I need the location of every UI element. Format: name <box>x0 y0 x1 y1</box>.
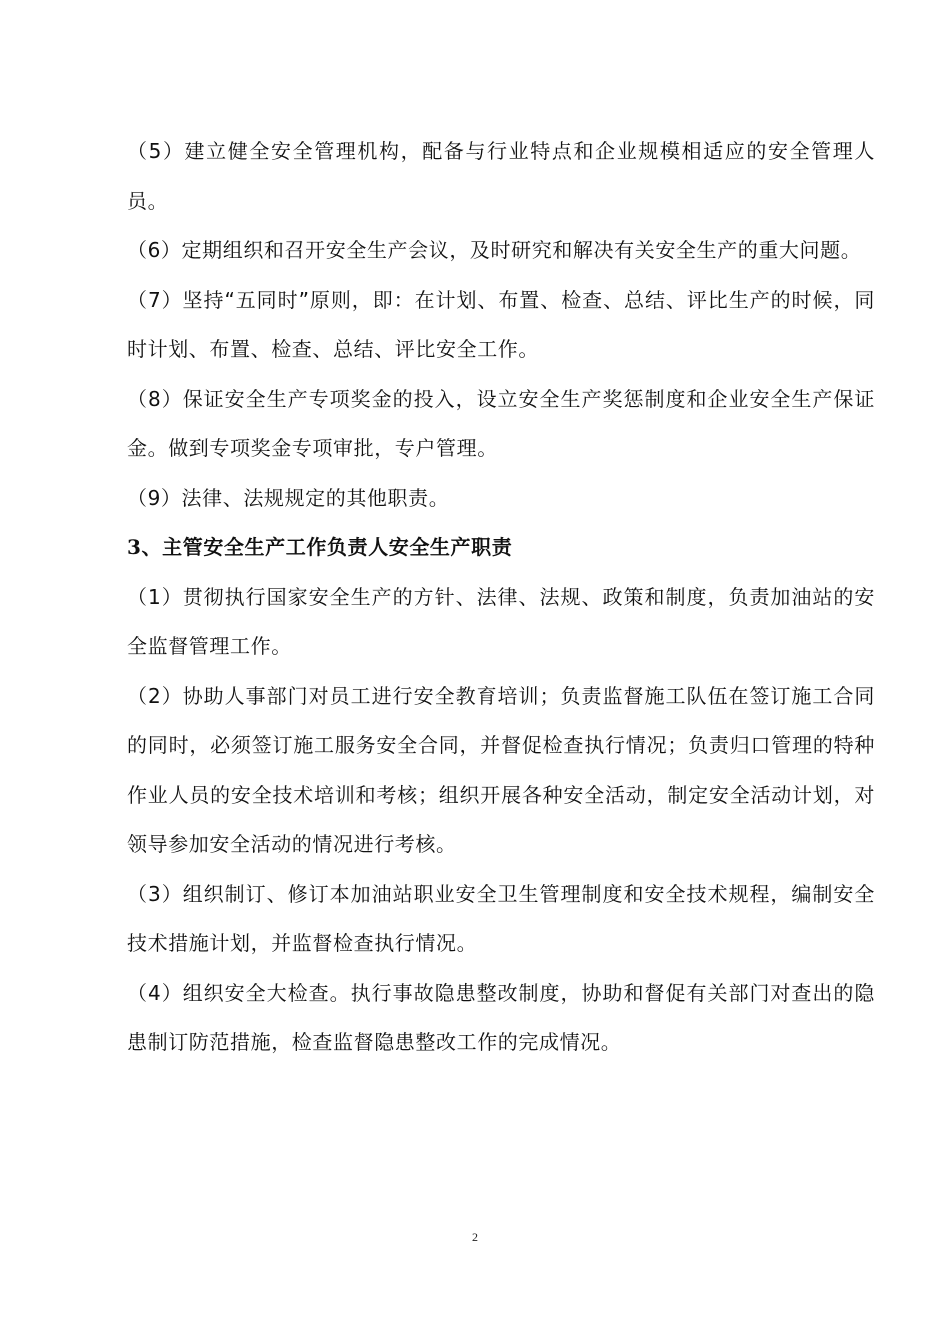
paragraph-item-4: （4）组织安全大检查。执行事故隐患整改制度，协助和督促有关部门对查出的隐患制订防范措施，检查监督隐患整改工作的完成情况。 <box>127 980 875 1054</box>
paragraph-item-7: （7）坚持“五同时”原则，即：在计划、布置、检查、总结、评比生产的时候，同时计划、布置、检查、总结、评比安全工作。 <box>127 287 875 361</box>
paragraph-item-1: （1）贯彻执行国家安全生产的方针、法律、法规、政策和制度，负责加油站的安全监督管理工作。 <box>127 584 875 658</box>
paragraph-item-8: （8）保证安全生产专项奖金的投入，设立安全生产奖惩制度和企业安全生产保证金。做到专项奖金专项审批，专户管理。 <box>127 386 875 460</box>
paragraph-item-9: （9）法律、法规规定的其他职责。 <box>127 485 450 510</box>
paragraph-item-6: （6）定期组织和召开安全生产会议，及时研究和解决有关安全生产的重大问题。 <box>127 238 862 262</box>
page-number: 2 <box>472 1230 478 1244</box>
section-heading: 3、主管安全生产工作负责人安全生产职责 <box>127 535 513 559</box>
document-body <box>127 127 875 1068</box>
paragraph-item-2: （2）协助人事部门对员工进行安全教育培训；负责监督施工队伍在签订施工合同的同时，必须签订施工服务安全合同，并督促检查执行情况；负责归口管理的特种作业人员的安全技术培训和考核；组织开展各种安全活动，制定安全活动计划，对领导参加安全活动的情况进行考核。 <box>127 683 875 856</box>
paragraph-item-5: （5）建立健全安全管理机构，配备与行业特点和企业规模相适应的安全管理人员。 <box>127 139 875 213</box>
paragraph-item-3: （3）组织制订、修订本加油站职业安全卫生管理制度和安全技术规程，编制安全技术措施计划，并监督检查执行情况。 <box>127 881 875 955</box>
